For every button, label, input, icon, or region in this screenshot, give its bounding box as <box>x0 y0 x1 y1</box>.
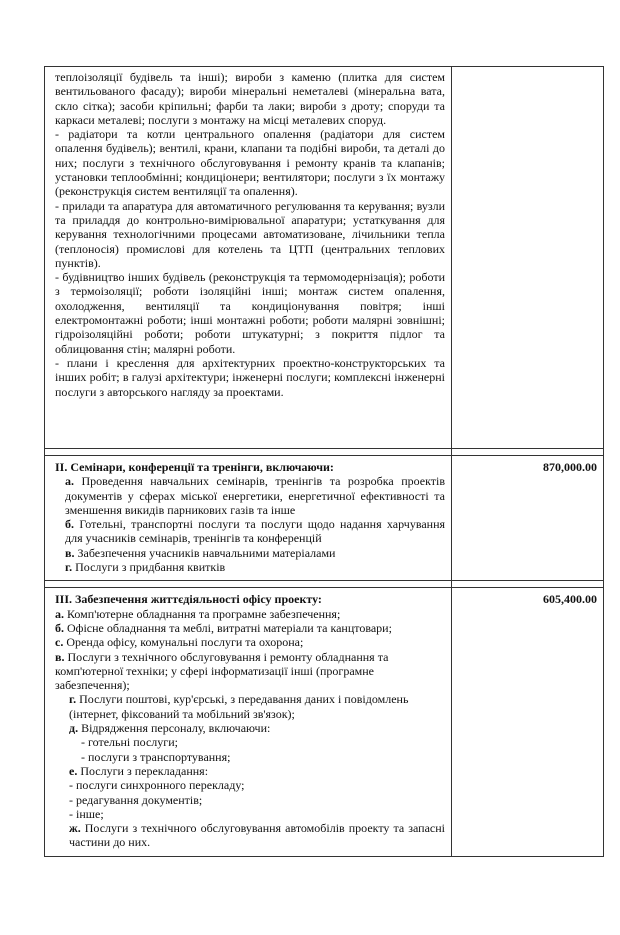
paragraph: - прилади та апаратура для автоматичного регулювання та керування; вузли та приладдя до контрольно-вимірювальної апаратури; устаткування для керування технологічними процесами автоматизоване, лічильники тепла (теплоносія) промислові для котелень та ЦТП (центральних теплових пунктів). <box>55 198 445 270</box>
paragraph: - будівництво інших будівель (реконструкція та термомодернізація); роботи з термоізоляції; роботи ізоляційні інші; монтаж систем опалення, охолодження, вентиляції та кондиціонування повітря; інші електромонтажні роботи; інші монтажні роботи; роботи малярні зовнішні; гідроізоляційні роботи; роботи штукатурні; з покриття підлог та облицювання стін; малярні роботи. <box>55 270 445 356</box>
section3-description <box>45 588 452 856</box>
section2-amount: 870,000.00 <box>452 456 604 581</box>
section1-amount <box>452 67 604 449</box>
list-item: а. Комп'ютерне обладнання та програмне забезпечення; <box>55 606 341 621</box>
list-item: б. Готельні, транспортні послуги та послуги щодо надання харчування для учасників семінарів, тренінгів та конференцій <box>65 517 446 546</box>
list-item: а. Проведення навчальних семінарів, тренінгів та розробка проектів документів у сферах міської енергетики, енергетичної ефективності та зменшення викидів парникових газів та інше <box>65 474 446 517</box>
table-spacer-row <box>45 581 604 588</box>
list-item: г. Послуги поштові, кур'єрські, з передавання даних і повідомлень (інтернет, фіксований та мобільний зв'язок); <box>69 692 409 721</box>
table-row <box>45 67 604 449</box>
section-title: ІІ. Семінари, конференції та тренінги, включаючи: <box>55 460 334 474</box>
table-spacer-row <box>45 449 604 456</box>
table-row <box>45 456 604 581</box>
list-item: е. Послуги з перекладання: <box>69 763 209 778</box>
list-item: - послуги з транспортування; <box>81 749 231 764</box>
section-title: ІІІ. Забезпечення життєдіяльності офісу проекту: <box>55 592 322 607</box>
list-item: с. Оренда офісу, комунальні послуги та охорона; <box>55 635 304 650</box>
section2-description <box>45 456 452 581</box>
list-item: - інше; <box>69 806 104 821</box>
list-item: б. Офісне обладнання та меблі, витратні матеріали та канцтовари; <box>55 620 392 635</box>
section1-description <box>45 67 452 449</box>
list-item: ж. Послуги з технічного обслуговування автомобілів проекту та запасні частини до них. <box>69 821 445 850</box>
list-item: - готельні послуги; <box>81 735 178 750</box>
list-item: в. Забезпечення учасників навчальними матеріалами <box>65 545 336 560</box>
list-item: - редагування документів; <box>69 792 203 807</box>
list-item: г. Послуги з придбання квитків <box>65 560 226 575</box>
table-row <box>45 588 604 856</box>
list-item: д. Відрядження персоналу, включаючи: <box>69 721 271 736</box>
list-item: в. Послуги з технічного обслуговування і ремонту обладнання та комп'ютерної техніки; у сфері інформатизації інші (програмне забезпечення); <box>55 649 389 693</box>
paragraph: - плани і креслення для архітектурних проектно-конструкторських та інших робіт; в галузі архітектури; інженерні послуги; комплексні інженерні послуги з авторського нагляду за проектами. <box>55 355 445 399</box>
budget-table <box>44 66 604 857</box>
paragraph: теплоізоляції будівель та інші); вироби з каменю (плитка для систем вентильованого фасаду); вироби мінеральні неметалеві (мінеральна вата, скло сітка); засоби кріпильні; фарби та лаки; вироби з дроту; споруди та каркаси металеві; послуги з монтажу на місці металевих споруд. <box>55 70 445 127</box>
list-item: - послуги синхронного перекладу; <box>69 778 245 793</box>
section3-amount: 605,400.00 <box>452 588 604 856</box>
paragraph: - радіатори та котли центрального опалення (радіатори для систем опалення будівель); вентилі, крани, клапани та подібні вироби, та деталі до них; послуги з технічного обслуговування і ремонту кранів та клапанів; установки теплообмінні; кондиціонери; вентилятори; послуги з їх монтажу (реконструкція систем вентиляції та опалення). <box>55 127 445 199</box>
